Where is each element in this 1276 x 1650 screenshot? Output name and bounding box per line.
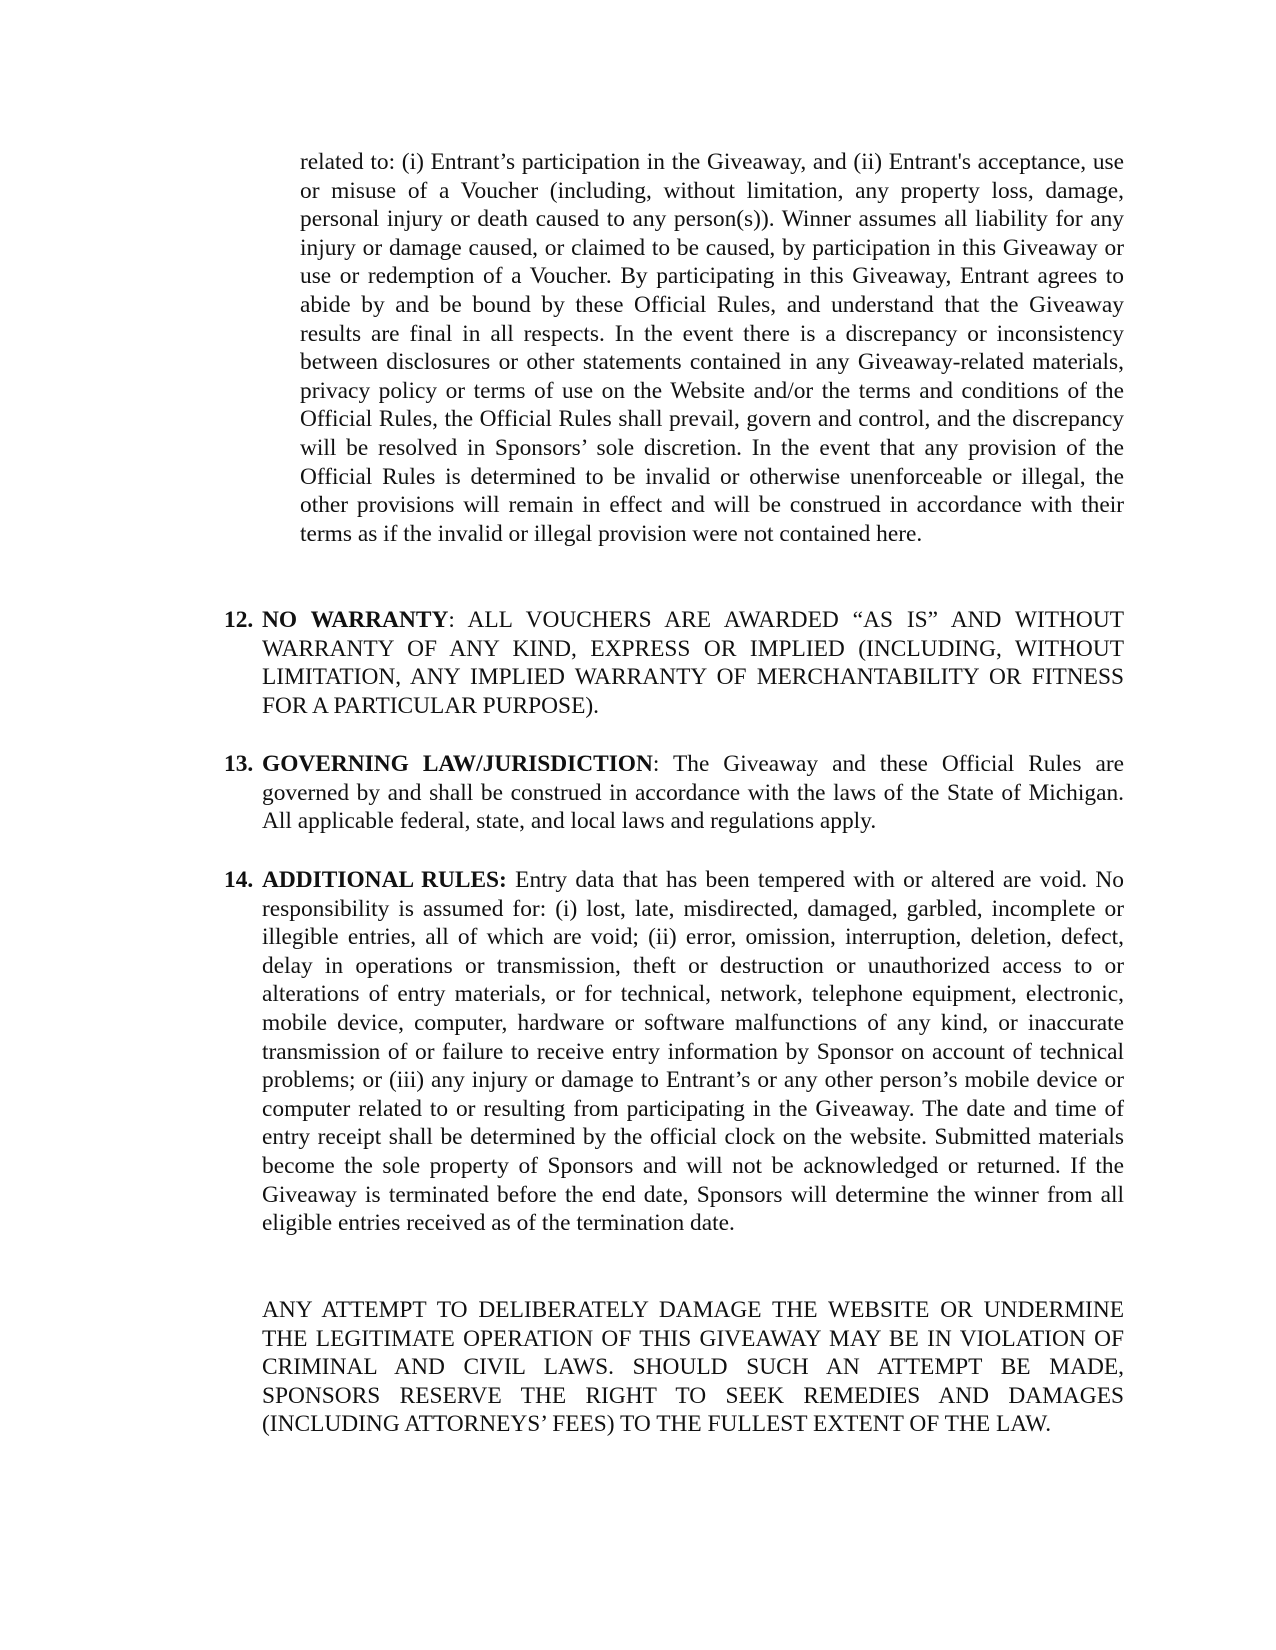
continuation-paragraph: related to: (i) Entrant’s participation in the Giveaway, and (ii) Entrant's acceptance, use or misuse of a Voucher (including, without limitation, any property loss, damage, personal injury or death caused to any person(s)). Winner assumes all liability for any injury or damage caused, or claimed to be caused, by participation in this Giveaway or use or redemption of a Voucher. By participating in this Giveaway, Entrant agrees to abide by and be bound by these Official Rules, and understand that the Giveaway results are final in all respects. In the event there is a discrepancy or inconsistency between disclosures or other statements contained in any Giveaway-related materials, privacy policy or terms of use on the Website and/or the terms and conditions of the Official Rules, the Official Rules shall prevail, govern and control, and the discrepancy will be resolved in Sponsors’ sole discretion. In the event that any provision of the Official Rules is determined to be invalid or otherwise unenforceable or illegal, the other provisions will remain in effect and will be construed in accordance with their terms as if the invalid or illegal provision were not contained here.	[300, 149, 1124, 547]
rule-term: ADDITIONAL RULES:	[262, 867, 507, 893]
closing-warning-paragraph: ANY ATTEMPT TO DELIBERATELY DAMAGE THE WEBSITE OR UNDERMINE THE LEGITIMATE OPERATION OF THIS GIVEAWAY MAY BE IN VIOLATION OF CRIMINAL AND CIVIL LAWS. SHOULD SUCH AN ATTEMPT BE MADE, SPONSORS RESERVE THE RIGHT TO SEEK REMEDIES AND DAMAGES (INCLUDING ATTORNEYS’ FEES) TO THE FULLEST EXTENT OF THE LAW.	[262, 1297, 1124, 1438]
rule-item-additional-rules	[224, 866, 1125, 1238]
rule-term: NO WARRANTY	[262, 607, 449, 633]
rule-text: Entry data that has been tempered with or altered are void. No responsibility is assumed for: (i) lost, late, misdirected, damaged, garbled, incomplete or illegible entries, all of which are void; (ii) error, omission, interruption, deletion, defect, delay in operations or transmission, theft or destruction or unauthorized access to or alterations of entry materials, or for technical, network, telephone equipment, electronic, mobile device, computer, hardware or software malfunctions of any kind, or inaccurate transmission of or failure to receive entry information by Sponsor on account of technical problems; or (iii) any injury or damage to Entrant’s or any other person’s mobile device or computer related to or resulting from participating in the Giveaway. The date and time of entry receipt shall be determined by the official clock on the website. Submitted materials become the sole property of Sponsors and will not be acknowledged or returned. If the Giveaway is terminated before the end date, Sponsors will determine the winner from all eligible entries received as of the termination date.	[262, 867, 1125, 1237]
rule-item-governing-law	[224, 750, 1125, 836]
rule-text: : The Giveaway and these Official Rules are governed by and shall be construed in accordance with the laws of the State of Michigan. All applicable federal, state, and local laws and regulations apply.	[262, 751, 1125, 835]
rule-term: GOVERNING LAW/JURISDICTION	[262, 751, 653, 777]
rule-number: 14.	[224, 867, 254, 893]
rule-text: : ALL VOUCHERS ARE AWARDED “AS IS” AND WITHOUT WARRANTY OF ANY KIND, EXPRESS OR IMPLIED (INCLUDING, WITHOUT LIMITATION, ANY IMPLIED WARRANTY OF MERCHANTABILITY OR FITNESS FOR A PARTICULAR PURPOSE).	[262, 607, 1124, 719]
rule-number: 13.	[224, 751, 254, 777]
rule-number: 12.	[224, 607, 254, 633]
rule-item-no-warranty	[224, 606, 1124, 720]
